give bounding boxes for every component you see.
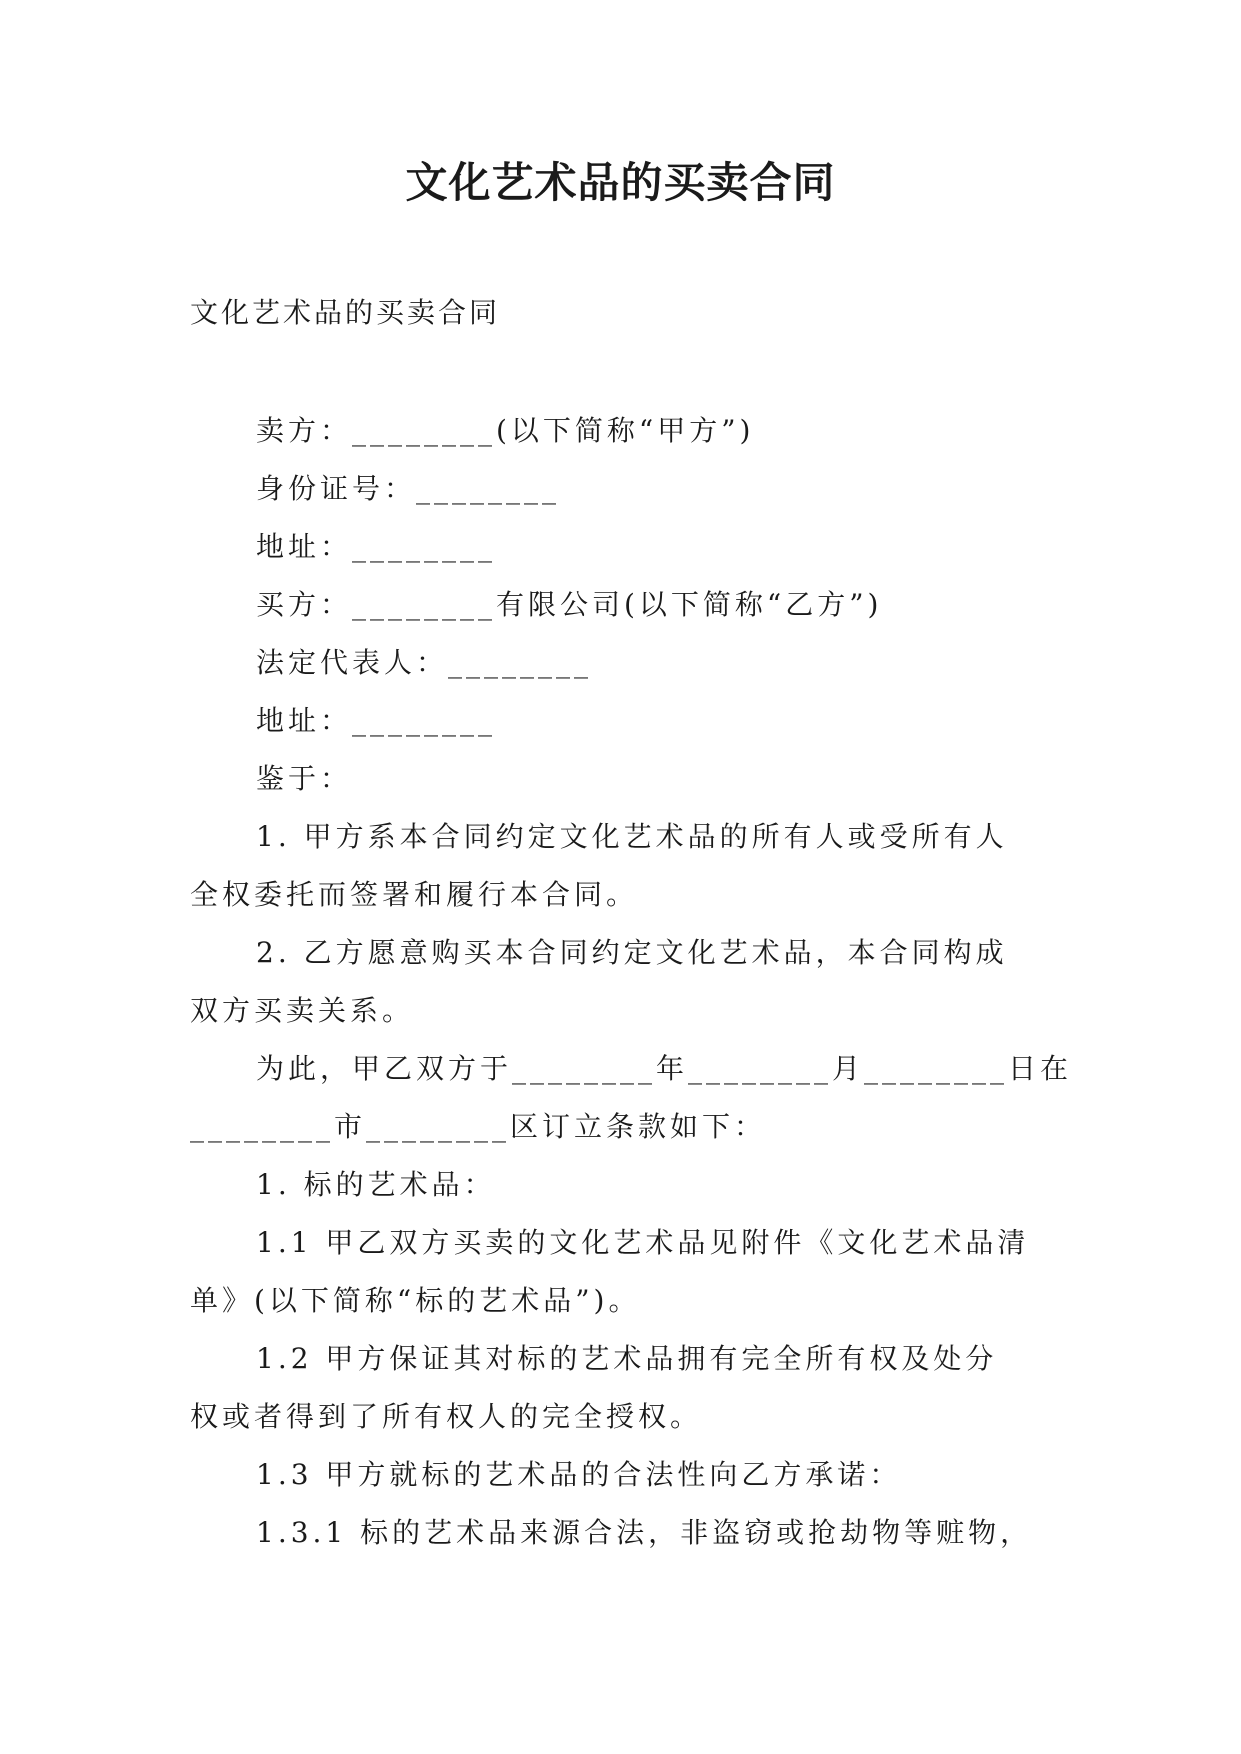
id-number-line: 身份证号：________: [256, 472, 561, 505]
whereas-line: 鉴于：: [256, 762, 353, 795]
seller-line: 卖方：________(以下简称“甲方”): [256, 414, 755, 447]
clause-1-3-1-line: 1.3.1 标的艺术品来源合法，非盗窃或抢劫物等赃物，: [256, 1516, 1033, 1549]
recital-1-line-1: 1. 甲方系本合同约定文化艺术品的所有人或受所有人: [256, 820, 1008, 853]
agreement-line-2: ________市________区订立条款如下：: [190, 1110, 767, 1143]
document-subtitle: 文化艺术品的买卖合同: [190, 296, 501, 329]
recital-2-line-1: 2. 乙方愿意购买本合同约定文化艺术品，本合同构成: [256, 936, 1008, 969]
buyer-line: 买方：________有限公司(以下简称“乙方”): [256, 588, 883, 621]
document-title: 文化艺术品的买卖合同: [405, 158, 836, 207]
clause-1-1-line-1: 1.1 甲乙双方买卖的文化艺术品见附件《文化艺术品清: [256, 1226, 1030, 1259]
clause-1-1-line-2: 单》(以下简称“标的艺术品”)。: [190, 1284, 641, 1317]
recital-2-line-2: 双方买卖关系。: [190, 994, 415, 1027]
clause-1-2-line-1: 1.2 甲方保证其对标的艺术品拥有完全所有权及处分: [256, 1342, 998, 1375]
clause-1-2-line-2: 权或者得到了所有权人的完全授权。: [190, 1400, 703, 1433]
buyer-address-line: 地址：________: [256, 704, 497, 737]
clause-1-3-line: 1.3 甲方就标的艺术品的合法性向乙方承诺：: [256, 1458, 902, 1491]
clause-1-heading: 1. 标的艺术品：: [256, 1168, 496, 1201]
legal-rep-line: 法定代表人：________: [256, 646, 593, 679]
agreement-line-1: 为此，甲乙双方于________年________月________日在: [256, 1052, 1073, 1085]
recital-1-line-2: 全权委托而签署和履行本合同。: [190, 878, 639, 911]
seller-address-line: 地址：________: [256, 530, 497, 563]
